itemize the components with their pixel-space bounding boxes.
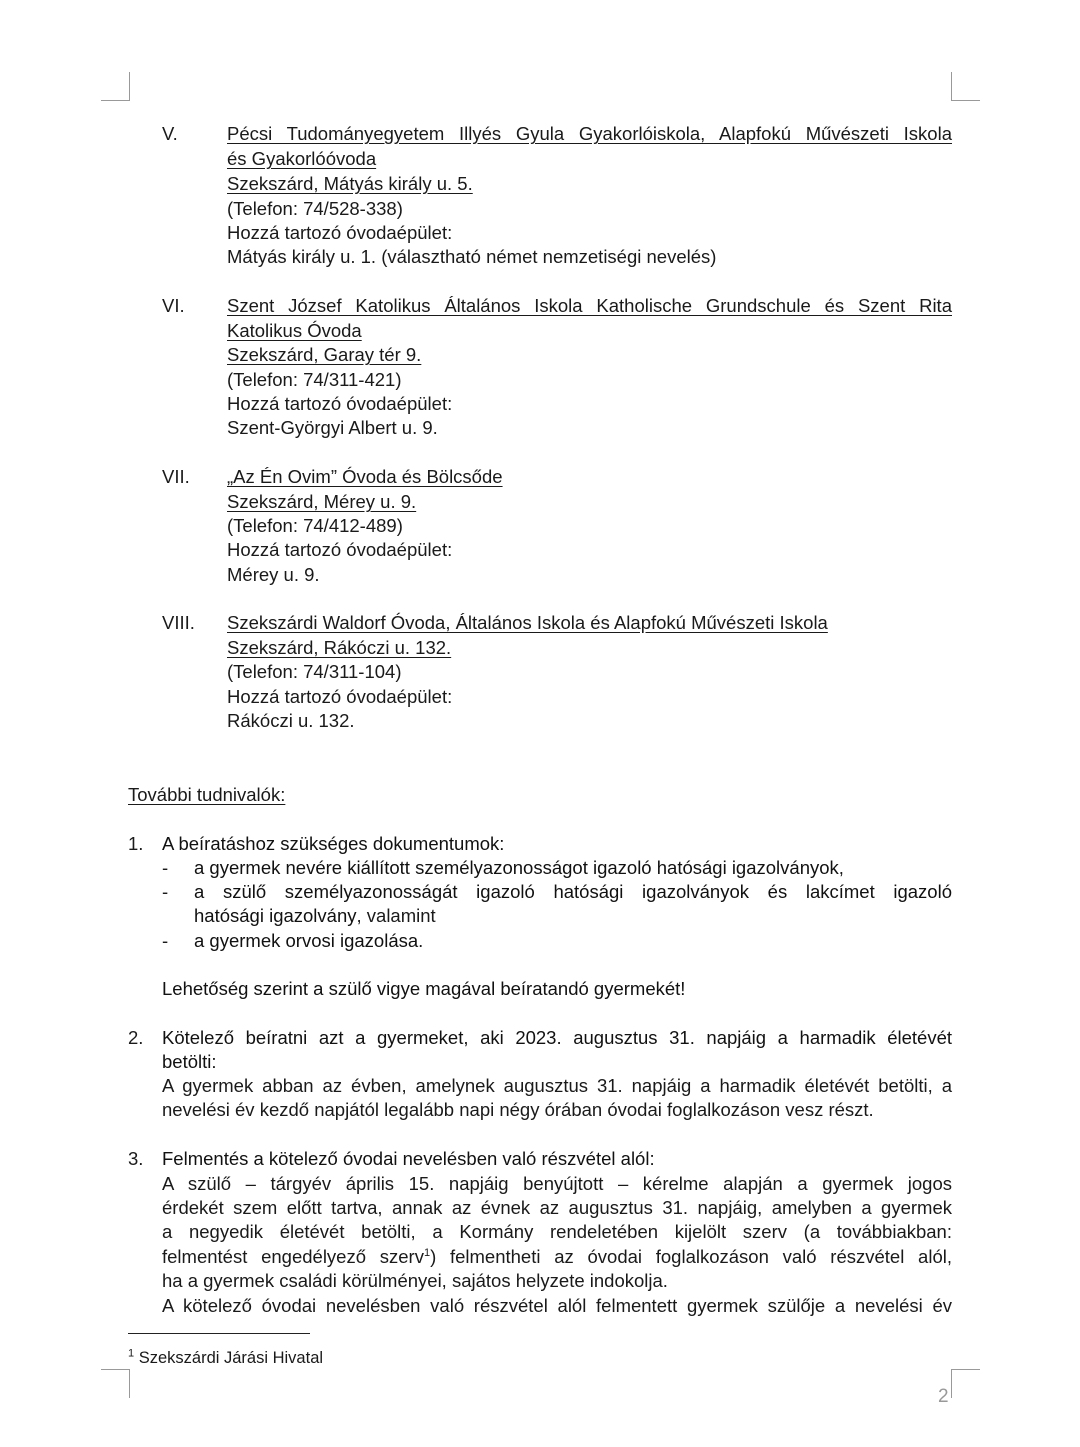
building-address: Szent-Györgyi Albert u. 9. xyxy=(227,417,438,438)
bullet-bold-text: a gyermek orvosi igazolása xyxy=(194,930,419,951)
school-name: Szekszárdi Waldorf Óvoda, Általános Iskola és Alapfokú Művészeti Iskola xyxy=(227,612,828,633)
footnote-separator xyxy=(128,1333,310,1334)
item-number: 2. xyxy=(128,1027,144,1048)
bullet-item xyxy=(194,904,436,928)
bullet-bold-text: hatósági igazolvány xyxy=(194,905,357,926)
bullet-bold-text: a gyermek nevére kiállított személyazonosságot igazoló hatósági igazolványok xyxy=(194,857,839,878)
item-body xyxy=(162,1245,952,1269)
item-body: A gyermek abban az évben, amelynek augusztus 31. napjáig a harmadik életévét betölti, a xyxy=(162,1075,952,1096)
school-name: Katolikus Óvoda xyxy=(227,320,362,341)
item-body-text: ) felmentheti az óvodai foglalkozáson való részvétel alól, xyxy=(430,1246,952,1267)
crop-mark-top-right xyxy=(951,72,980,101)
item-heading: Kötelező beíratni azt a gyermeket, aki 2023. augusztus 31. napjáig a harmadik életévét xyxy=(162,1027,952,1048)
school-numeral: VII. xyxy=(162,466,190,487)
building-label: Hozzá tartozó óvodaépület: xyxy=(227,539,453,560)
item-body: A kötelező óvodai nevelésben való részvétel alól felmentett gyermek szülője a nevelési év xyxy=(162,1295,952,1316)
item-body: ha a gyermek családi körülményei, sajátos helyzete indokolja. xyxy=(162,1270,668,1291)
footnote-text: Szekszárdi Járási Hivatal xyxy=(138,1349,324,1367)
bullet-item xyxy=(194,929,423,953)
item-heading: A beíratáshoz szükséges dokumentumok: xyxy=(162,833,505,854)
item-body: A szülő – tárgyév április 15. napjáig benyújtott – kérelme alapján a gyermek jogos xyxy=(162,1173,952,1194)
building-label: Hozzá tartozó óvodaépület: xyxy=(227,222,453,243)
crop-mark-bottom-right xyxy=(951,1369,980,1398)
building-address: Rákóczi u. 132. xyxy=(227,710,355,731)
bullet-bold-text: a szülő személyazonosságát igazoló hatósági igazolványok és lakcímet igazoló xyxy=(194,881,952,902)
bullet-dash: - xyxy=(162,881,169,902)
bullet-dash: - xyxy=(162,857,169,878)
building-label: Hozzá tartozó óvodaépület: xyxy=(227,393,453,414)
school-address: Szekszárd, Garay tér 9. xyxy=(227,344,422,365)
bullet-rest-text: , valamint xyxy=(356,905,436,926)
footnote-reference[interactable]: 1 xyxy=(423,1246,431,1259)
section-heading: További tudnivalók: xyxy=(128,784,286,805)
school-name: és Gyakorlóóvoda xyxy=(227,148,377,169)
page-number: 2 xyxy=(938,1386,949,1407)
school-numeral: VI. xyxy=(162,295,185,316)
item-note: Lehetőség szerint a szülő vigye magával beíratandó gyermekét! xyxy=(162,978,686,999)
school-phone: (Telefon: 74/528-338) xyxy=(227,198,403,219)
building-address: Mérey u. 9. xyxy=(227,564,320,585)
bullet-item xyxy=(194,856,844,880)
item-body: nevelési év kezdő napjától legalább napi négy órában óvodai foglalkozáson vesz részt. xyxy=(162,1099,874,1120)
bullet-rest-text: . xyxy=(418,930,424,951)
crop-mark-top-left xyxy=(101,72,130,101)
building-address: Mátyás király u. 1. (választható német nemzetiségi nevelés) xyxy=(227,246,717,267)
school-numeral: V. xyxy=(162,123,178,144)
item-heading: betölti: xyxy=(162,1051,217,1072)
item-number: 1. xyxy=(128,833,144,854)
school-phone: (Telefon: 74/311-421) xyxy=(227,369,402,390)
item-body: a negyedik életévét betölti, a Kormány rendeletében kijelölt szerv (a továbbiakban: xyxy=(162,1221,952,1242)
school-name: „Az Én Ovim” Óvoda és Bölcsőde xyxy=(227,466,503,487)
item-number: 3. xyxy=(128,1148,144,1169)
school-name: Szent József Katolikus Általános Iskola Katholische Grundschule és Szent Rita xyxy=(227,295,952,316)
school-address: Szekszárd, Mérey u. 9. xyxy=(227,491,417,512)
item-body-text: felmentést engedélyező szerv xyxy=(162,1246,424,1267)
bullet-rest-text: , xyxy=(838,857,844,878)
bullet-dash: - xyxy=(162,930,169,951)
crop-mark-bottom-left xyxy=(101,1369,130,1398)
item-heading: Felmentés a kötelező óvodai nevelésben való részvétel alól: xyxy=(162,1148,655,1169)
school-address: Szekszárd, Rákóczi u. 132. xyxy=(227,637,452,658)
school-numeral: VIII. xyxy=(162,612,195,633)
school-address: Szekszárd, Mátyás király u. 5. xyxy=(227,173,473,194)
item-body: érdekét szem előtt tartva, annak az évnek az augusztus 31. napjáig, amelyben a gyermek xyxy=(162,1197,952,1218)
school-name: Pécsi Tudományegyetem Illyés Gyula Gyakorlóiskola, Alapfokú Művészeti Iskola xyxy=(227,123,952,144)
building-label: Hozzá tartozó óvodaépület: xyxy=(227,686,453,707)
footnote xyxy=(128,1346,323,1370)
school-phone: (Telefon: 74/412-489) xyxy=(227,515,403,536)
footnote-mark: 1 xyxy=(128,1347,135,1360)
school-phone: (Telefon: 74/311-104) xyxy=(227,661,402,682)
